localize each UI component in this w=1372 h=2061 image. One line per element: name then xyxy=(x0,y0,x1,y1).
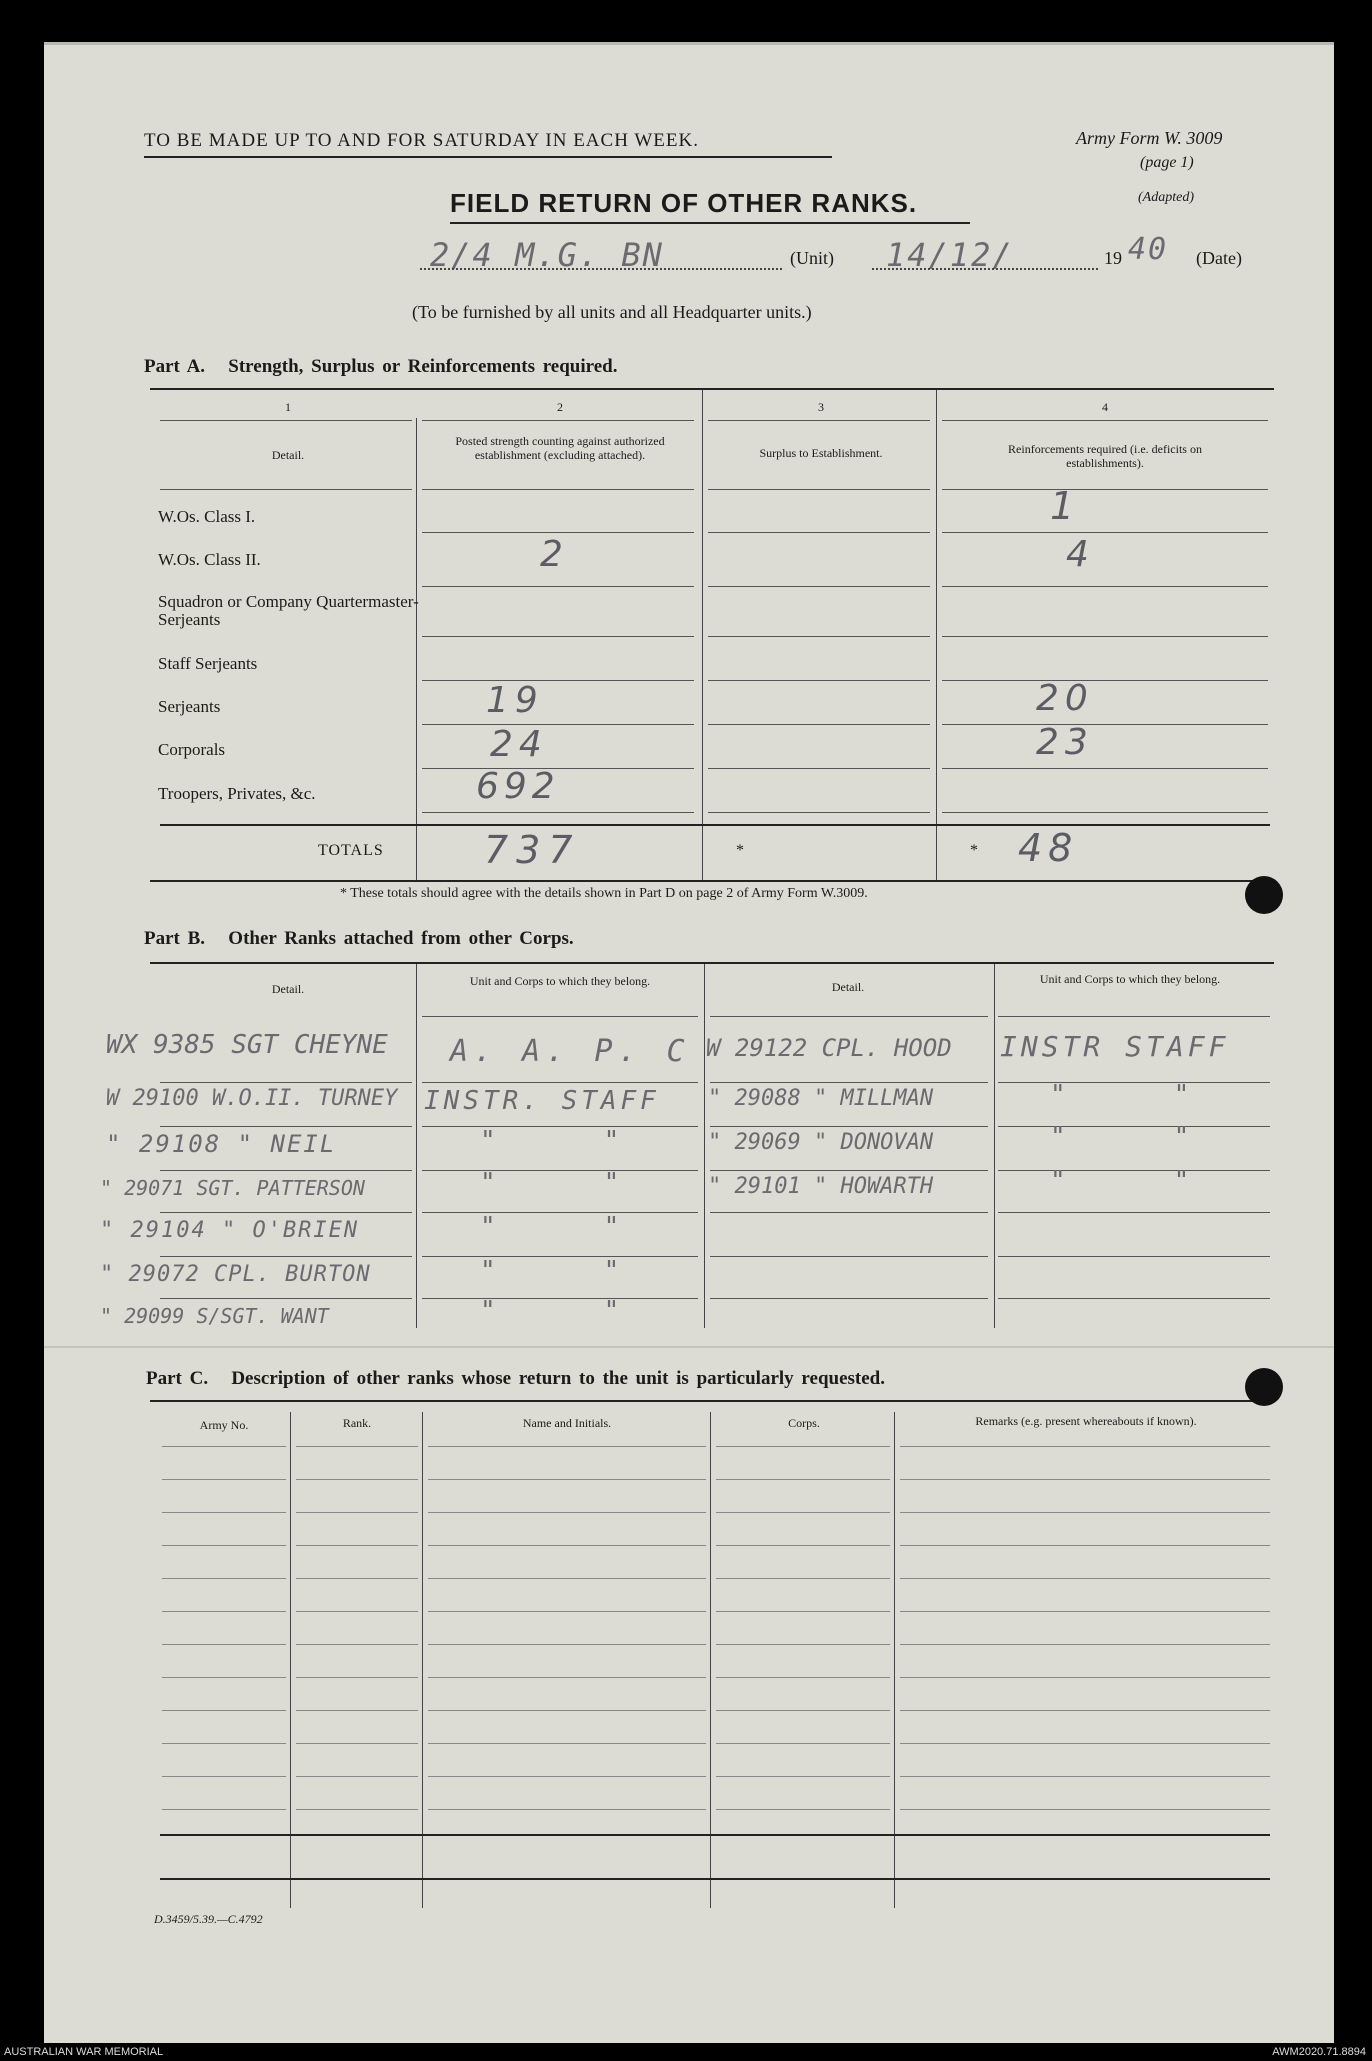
part-b-right-unit-3: " " xyxy=(1050,1166,1192,1196)
col-numbers-rule-3 xyxy=(708,420,930,421)
row-rule xyxy=(162,1578,286,1579)
part-c-header-army-no: Army No. xyxy=(199,1418,249,1432)
row-rule xyxy=(942,636,1268,637)
part-b-left-unit-6: " " xyxy=(480,1296,622,1326)
row-posted-value: 2 xyxy=(540,534,563,575)
date-value: 14/12/ xyxy=(886,236,1014,274)
part-c-header-corps: Corps. xyxy=(788,1416,820,1430)
part-b-header-unit-2: Unit and Corps to which they belong. xyxy=(1039,972,1221,986)
row-rule xyxy=(716,1644,890,1645)
row-rule xyxy=(162,1611,286,1612)
row-rule xyxy=(900,1512,1270,1513)
row-rule xyxy=(708,768,930,769)
row-reinf-value: 20 xyxy=(1036,678,1094,719)
row-rule xyxy=(162,1545,286,1546)
row-rule xyxy=(708,812,930,813)
row-rule xyxy=(428,1545,706,1546)
part-b-right-unit-1: " " xyxy=(1050,1080,1192,1110)
row-rule xyxy=(296,1743,418,1744)
row-rule xyxy=(716,1710,890,1711)
part-b-left-unit-3: " " xyxy=(480,1168,622,1198)
part-c-header-rank: Rank. xyxy=(342,1416,372,1430)
row-rule xyxy=(708,532,930,533)
part-b-col-divider-2 xyxy=(704,964,705,1328)
row-reinf-value: 23 xyxy=(1036,722,1094,763)
part-b-header-rule xyxy=(710,1016,988,1017)
row-rule xyxy=(422,724,694,725)
part-b-right-detail-3: " 29101 " HOWARTH xyxy=(708,1174,934,1199)
row-rule xyxy=(422,680,694,681)
part-b-left-unit-1: INSTR. STAFF xyxy=(424,1086,660,1116)
part-b-header-rule xyxy=(422,1016,698,1017)
row-rule xyxy=(296,1644,418,1645)
row-rule xyxy=(716,1512,890,1513)
row-rule xyxy=(900,1743,1270,1744)
row-rule xyxy=(900,1611,1270,1612)
form-adapted: (Adapted) xyxy=(1138,190,1194,205)
col-number-2: 2 xyxy=(557,400,563,414)
date-dotted-line xyxy=(872,268,1098,270)
part-a-col-divider-3 xyxy=(936,390,937,880)
col-number-3: 3 xyxy=(818,400,824,414)
row-rule xyxy=(942,768,1268,769)
row-rule xyxy=(428,1743,706,1744)
instruction-line: TO BE MADE UP TO AND FOR SATURDAY IN EACH WEEK. xyxy=(144,130,699,151)
row-rule xyxy=(162,1809,286,1810)
archive-credit: AUSTRALIAN WAR MEMORIAL xyxy=(4,2046,164,2058)
part-b-left-detail-1: W 29100 W.O.II. TURNEY xyxy=(106,1086,398,1111)
year-value: 40 xyxy=(1128,232,1169,267)
part-b-right-detail-0: W 29122 CPL. HOOD xyxy=(706,1034,952,1062)
print-code: D.3459/5.39.—C.4792 xyxy=(154,1912,263,1926)
part-b-right-unit-2: " " xyxy=(1050,1122,1192,1152)
row-rule xyxy=(998,1256,1270,1257)
row-posted-value: 692 xyxy=(476,766,560,807)
col-numbers-rule-1 xyxy=(160,420,412,421)
row-rule xyxy=(716,1479,890,1480)
row-rule xyxy=(160,1170,412,1171)
part-a-header-surplus: Surplus to Establishment. xyxy=(759,446,883,460)
row-rule xyxy=(162,1677,286,1678)
part-c-header-remarks: Remarks (e.g. present whereabouts if known). xyxy=(975,1414,1197,1428)
row-rule xyxy=(710,1082,988,1083)
row-reinf-value: 4 xyxy=(1066,534,1089,575)
row-rule xyxy=(428,1710,706,1711)
row-rule xyxy=(428,1776,706,1777)
row-rule xyxy=(162,1776,286,1777)
part-b-right-detail-1: " 29088 " MILLMAN xyxy=(708,1086,934,1111)
row-rule xyxy=(428,1677,706,1678)
part-a-bottom-rule xyxy=(150,880,1274,882)
form-page: (page 1) xyxy=(1140,154,1194,171)
row-rule xyxy=(160,1126,412,1127)
row-rule xyxy=(296,1479,418,1480)
row-rule xyxy=(428,1644,706,1645)
part-a-col-divider-2 xyxy=(702,390,703,880)
totals-reinf-mark: * xyxy=(970,842,978,859)
part-b-left-detail-3: " 29071 SGT. PATTERSON xyxy=(100,1176,365,1200)
row-rule xyxy=(422,532,694,533)
part-b-col-divider-1 xyxy=(416,964,417,1328)
row-rule xyxy=(716,1776,890,1777)
row-posted-value: 19 xyxy=(486,680,544,721)
row-rule xyxy=(900,1479,1270,1480)
totals-reinf: 48 xyxy=(1018,826,1079,870)
row-rule xyxy=(296,1710,418,1711)
row-label: Staff Serjeants xyxy=(158,654,258,673)
row-posted-value: 24 xyxy=(490,724,548,765)
part-b-header-detail-1: Detail. xyxy=(271,982,305,996)
unit-value: 2/4 M.G. BN xyxy=(430,236,664,274)
row-rule xyxy=(160,1212,412,1213)
part-b-header-detail-2: Detail. xyxy=(831,980,865,994)
part-a-header-reinf: Reinforcements required (i.e. deficits on establishments). xyxy=(1008,442,1202,470)
row-rule xyxy=(716,1578,890,1579)
row-rule xyxy=(162,1512,286,1513)
part-b-left-detail-6: " 29099 S/SGT. WANT xyxy=(100,1304,329,1328)
row-rule xyxy=(708,724,930,725)
row-rule xyxy=(900,1578,1270,1579)
punch-hole xyxy=(1245,1368,1283,1406)
row-rule xyxy=(428,1578,706,1579)
part-a-header-rule-2 xyxy=(422,489,694,490)
row-rule xyxy=(716,1545,890,1546)
page-title: FIELD RETURN OF OTHER RANKS. xyxy=(450,188,918,218)
row-rule xyxy=(942,724,1268,725)
totals-surplus-mark: * xyxy=(736,842,744,859)
row-rule xyxy=(716,1677,890,1678)
row-rule xyxy=(160,1298,412,1299)
row-rule xyxy=(900,1545,1270,1546)
part-b-left-unit-4: " " xyxy=(480,1212,622,1242)
row-rule xyxy=(716,1809,890,1810)
part-b-right-detail-2: " 29069 " DONOVAN xyxy=(708,1130,934,1155)
row-rule xyxy=(900,1446,1270,1447)
part-b-left-detail-0: WX 9385 SGT CHEYNE xyxy=(106,1030,388,1060)
row-rule xyxy=(296,1611,418,1612)
row-rule xyxy=(428,1512,706,1513)
col-numbers-rule-4 xyxy=(942,420,1268,421)
row-reinf-value: 1 xyxy=(1050,484,1075,528)
row-rule xyxy=(162,1479,286,1480)
part-a-heading: Part A. Strength, Surplus or Reinforcements required. xyxy=(144,356,618,377)
part-b-top-rule xyxy=(150,962,1274,964)
part-b-left-unit-0: A. A. P. C xyxy=(450,1034,691,1069)
part-b-heading: Part B. Other Ranks attached from other Corps. xyxy=(144,928,574,949)
row-rule xyxy=(428,1809,706,1810)
row-rule xyxy=(296,1446,418,1447)
row-label: W.Os. Class I. xyxy=(158,507,256,526)
row-rule xyxy=(296,1809,418,1810)
row-rule xyxy=(296,1512,418,1513)
part-a-header-rule-3 xyxy=(708,489,930,490)
row-rule xyxy=(162,1743,286,1744)
part-b-left-detail-4: " 29104 " O'BRIEN xyxy=(100,1218,360,1243)
row-rule xyxy=(900,1677,1270,1678)
furnish-note: (To be furnished by all units and all Headquarter units.) xyxy=(412,302,812,322)
row-label: Corporals xyxy=(158,740,226,759)
row-rule xyxy=(422,812,694,813)
row-rule xyxy=(162,1644,286,1645)
part-a-header-posted: Posted strength counting against authorized establishment (excluding attached). xyxy=(455,434,665,462)
row-rule xyxy=(900,1644,1270,1645)
row-rule xyxy=(162,1710,286,1711)
row-label: Troopers, Privates, &c. xyxy=(158,784,316,803)
totals-posted: 737 xyxy=(484,828,581,872)
row-rule xyxy=(716,1743,890,1744)
row-rule xyxy=(942,532,1268,533)
part-c-header-name: Name and Initials. xyxy=(522,1416,612,1430)
row-rule xyxy=(422,1082,698,1083)
row-rule xyxy=(942,812,1268,813)
title-underline xyxy=(450,222,970,224)
col-number-1: 1 xyxy=(285,400,291,414)
part-b-header-rule xyxy=(998,1016,1270,1017)
row-rule xyxy=(422,636,694,637)
part-c-heading: Part C. Description of other ranks whose return to the unit is particularly requested. xyxy=(146,1368,885,1389)
row-rule xyxy=(998,1212,1270,1213)
row-rule xyxy=(296,1776,418,1777)
row-rule xyxy=(708,636,930,637)
row-rule xyxy=(296,1545,418,1546)
part-c-bottom-rule-2 xyxy=(160,1878,1270,1880)
row-rule xyxy=(900,1710,1270,1711)
row-rule xyxy=(942,586,1268,587)
row-rule xyxy=(710,1126,988,1127)
row-rule xyxy=(296,1578,418,1579)
row-rule xyxy=(716,1611,890,1612)
archive-id: AWM2020.71.8894 xyxy=(1272,2046,1366,2058)
year-prefix: 19 xyxy=(1104,248,1122,268)
row-rule xyxy=(998,1298,1270,1299)
row-rule xyxy=(710,1256,988,1257)
row-label: Serjeants xyxy=(158,697,221,716)
date-label: (Date) xyxy=(1196,248,1242,268)
row-rule xyxy=(942,680,1268,681)
totals-label: TOTALS xyxy=(318,842,384,859)
row-rule xyxy=(716,1446,890,1447)
row-rule xyxy=(900,1776,1270,1777)
unit-dotted-line xyxy=(420,268,782,270)
row-rule xyxy=(710,1298,988,1299)
part-a-header-rule xyxy=(160,489,412,490)
row-rule xyxy=(422,586,694,587)
unit-label: (Unit) xyxy=(790,248,834,268)
part-c-bottom-rule xyxy=(160,1834,1270,1836)
instruction-underline xyxy=(144,156,832,158)
fold-line xyxy=(44,1346,1334,1348)
part-b-header-unit-1: Unit and Corps to which they belong. xyxy=(469,974,651,988)
part-a-top-rule xyxy=(150,388,1274,390)
row-rule xyxy=(428,1479,706,1480)
col-numbers-rule-2 xyxy=(422,420,694,421)
row-rule xyxy=(160,1082,412,1083)
row-rule xyxy=(710,1212,988,1213)
totals-top-rule xyxy=(160,824,1270,826)
part-b-left-detail-2: " 29108 " NEIL xyxy=(106,1130,337,1158)
row-rule xyxy=(162,1446,286,1447)
row-label: Squadron or Company Quartermaster-Serjeants xyxy=(158,592,419,629)
row-rule xyxy=(710,1170,988,1171)
part-b-left-unit-5: " " xyxy=(480,1256,622,1286)
part-b-right-unit-0: INSTR STAFF xyxy=(1000,1030,1230,1063)
row-rule xyxy=(428,1446,706,1447)
part-b-col-divider-3 xyxy=(994,964,995,1328)
part-c-top-rule xyxy=(150,1400,1274,1402)
part-b-left-unit-2: " " xyxy=(480,1126,622,1156)
punch-hole xyxy=(1245,876,1283,914)
part-a-header-rule-4 xyxy=(942,489,1268,490)
row-rule xyxy=(296,1677,418,1678)
form-name: Army Form W. 3009 xyxy=(1076,128,1223,148)
row-label: W.Os. Class II. xyxy=(158,550,261,569)
row-rule xyxy=(708,680,930,681)
col-number-4: 4 xyxy=(1102,400,1108,414)
part-b-left-detail-5: " 29072 CPL. BURTON xyxy=(100,1262,371,1287)
row-rule xyxy=(160,1256,412,1257)
row-rule xyxy=(708,586,930,587)
row-rule xyxy=(900,1809,1270,1810)
part-a-header-detail: Detail. xyxy=(271,448,305,462)
row-rule xyxy=(428,1611,706,1612)
part-a-col-divider-1 xyxy=(416,418,417,880)
part-a-footnote: * These totals should agree with the details shown in Part D on page 2 of Army Form W.3009. xyxy=(340,886,868,901)
